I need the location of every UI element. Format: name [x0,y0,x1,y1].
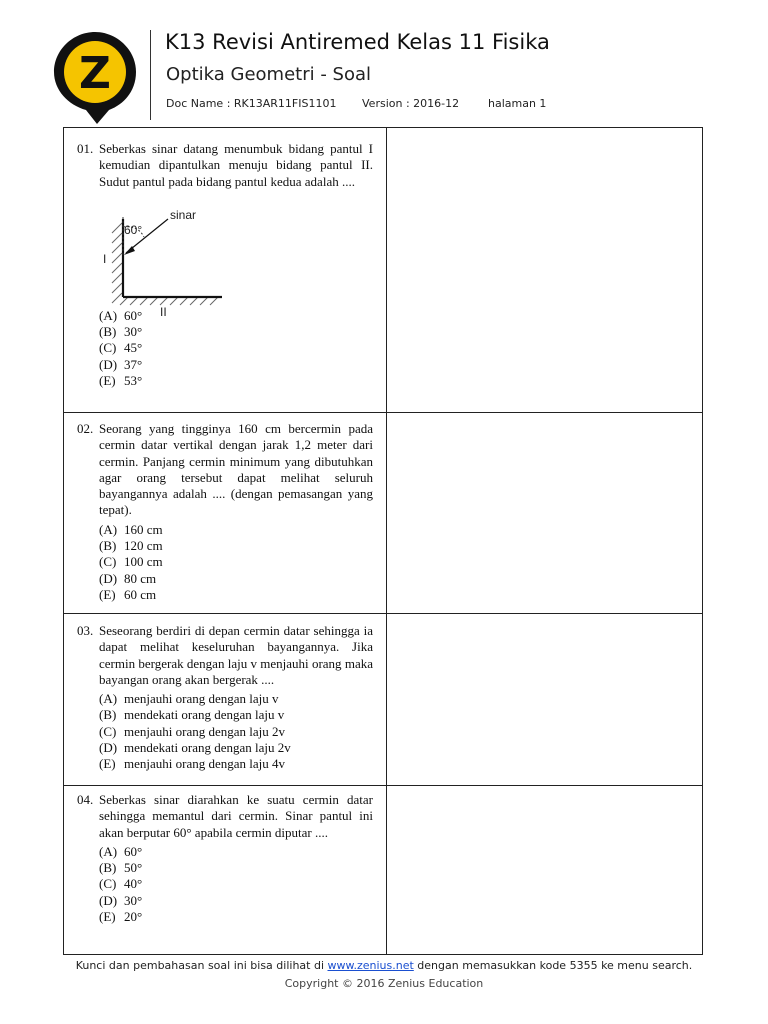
doc-name: Doc Name : RK13AR11FIS1101 [166,97,337,110]
option-b: (B) 50° [99,860,143,876]
option-b: (B) 30° [99,324,143,340]
question-stem: Seberkas sinar datang menumbuk bidang pantul I kemudian dipantulkan menuju bidang pantul II. Sudut pantul pada bidang pantul kedua adalah .... [99,141,373,189]
option-c: (C) 100 cm [99,554,163,570]
options-list [99,308,373,389]
zenius-link[interactable]: www.zenius.net [327,959,414,972]
mirror-2-label: II [160,305,167,317]
logo-letter: Z [79,48,111,99]
option-d: (D) 80 cm [99,570,157,586]
question-stem: Seseorang berdiri di depan cermin datar sehingga ia dapat melihat keseluruhan bayangannya. Jika cermin bergerak dengan laju v menjauhi orang maka bayangan orang akan bergerak .... [99,623,373,687]
option-a: (A) menjauhi orang dengan laju v [99,691,279,707]
row-divider [63,412,703,413]
page-title: K13 Revisi Antiremed Kelas 11 Fisika [165,30,550,54]
question-stem: Seberkas sinar diarahkan ke suatu cermin datar sehingga memantul dari cermin. Sinar pantul ini akan berputar 60° apabila cermin diputar .... [99,792,373,840]
question-number: 01. [77,141,94,156]
options-list [99,522,373,603]
angle-label: 60° [124,223,143,237]
question-number: 04. [77,792,94,807]
copyright: Copyright © 2016 Zenius Education [284,977,484,990]
option-c: (C) menjauhi orang dengan laju 2v [99,723,286,739]
mirror-diagram [98,205,238,317]
option-c: (C) 45° [99,340,143,356]
page-number: halaman 1 [488,97,547,110]
column-divider [386,127,387,955]
question-number: 03. [77,623,94,638]
option-d: (D) 37° [99,356,143,372]
option-c: (C) 40° [99,876,143,892]
options-list [99,691,373,772]
option-b: (B) 120 cm [99,538,163,554]
question-2 [77,421,373,603]
doc-version: Version : 2016-12 [362,97,460,110]
footer-text-before: Kunci dan pembahasan soal ini bisa dilihat di [75,959,328,972]
question-stem: Seorang yang tingginya 160 cm bercermin pada cermin datar vertikal dengan jarak 1,2 meter dari cermin. Panjang cermin minimum yang dibutuhkan agar orang tersebut dapat melihat seluruh bayangannya adalah .... (dengan pemasangan yang tepat). [99,421,373,518]
option-d: (D) mendekati orang dengan laju 2v [99,740,291,756]
zenius-logo [52,30,138,126]
option-e: (E) 20° [99,909,143,925]
question-3 [77,623,373,773]
option-e: (E) 53° [99,373,143,389]
mirror-1-label: I [103,252,107,266]
option-b: (B) mendekati orang dengan laju v [99,707,285,723]
footer-text-after: dengan memasukkan kode 5355 ke menu search. [413,959,693,972]
ray-label: sinar [170,208,197,222]
option-a: (A) 60° [99,843,143,859]
options-list [99,844,373,925]
question-number: 02. [77,421,94,436]
page-subtitle: Optika Geometri - Soal [166,64,372,85]
option-a: (A) 160 cm [99,521,163,537]
header-divider [150,30,151,120]
option-a: (A) 60° [99,307,143,323]
option-d: (D) 30° [99,892,143,908]
option-e: (E) 60 cm [99,586,157,602]
row-divider [63,785,703,786]
row-divider [63,613,703,614]
footer-note [0,959,768,972]
option-e: (E) menjauhi orang dengan laju 4v [99,756,286,772]
question-4 [77,792,373,925]
